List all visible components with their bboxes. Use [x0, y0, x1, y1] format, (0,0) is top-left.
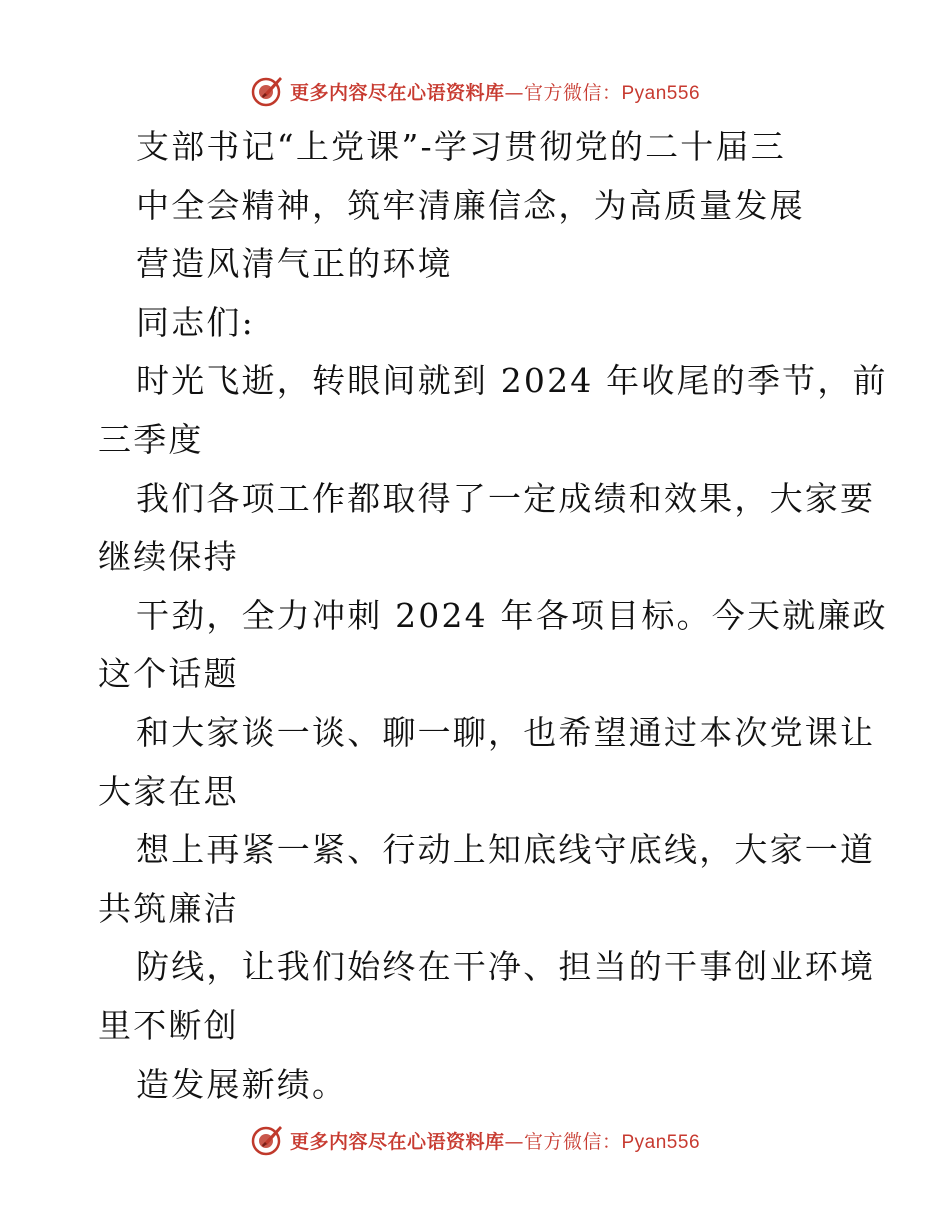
banner-wechat-id: Pyan556 [621, 82, 701, 104]
banner-separator: — [504, 81, 524, 104]
paragraph-line: 想上再紧一紧、行动上知底线守底线，大家一道 [136, 830, 876, 870]
banner-wechat-label: 官方微信： [523, 1130, 622, 1153]
banner-text [290, 1127, 700, 1154]
paragraph-line: 继续保持 [98, 537, 239, 577]
title-line-1: 支部书记“上党课”-学习贯彻党的二十届三 [136, 127, 786, 166]
banner-separator: — [504, 1130, 524, 1153]
salutation: 同志们: [136, 302, 255, 342]
paragraph-line: 时光飞逝，转眼间就到 2024 年收尾的季节，前 [136, 361, 888, 401]
banner-main-text: 更多内容尽在心语资料库 [289, 81, 505, 104]
banner-wechat-label: 官方微信： [523, 81, 622, 104]
paragraph-line: 防线，让我们始终在干净、担当的干事创业环境 [136, 947, 876, 987]
body-paragraph [98, 352, 888, 1114]
brush-pen-logo-icon [250, 74, 284, 108]
paragraph-line: 造发展新绩。 [136, 1064, 348, 1104]
paragraph-line: 干劲，全力冲刺 2024 年各项目标。今天就廉政 [136, 595, 888, 635]
brush-pen-logo-icon [250, 1123, 284, 1157]
title-line-2: 中全会精神，筑牢清廉信念，为高质量发展 [136, 185, 805, 225]
paragraph-line: 我们各项工作都取得了一定成绩和效果，大家要 [136, 478, 876, 518]
paragraph-line: 共筑廉洁 [98, 888, 239, 928]
document-body [98, 118, 888, 1114]
paragraph-line: 和大家谈一谈、聊一聊，也希望通过本次党课让 [136, 712, 876, 752]
paragraph-line: 这个话题 [98, 654, 239, 694]
banner-content [250, 74, 700, 108]
paragraph-line: 三季度 [98, 419, 204, 459]
banner-text [290, 78, 700, 105]
banner-main-text: 更多内容尽在心语资料库 [289, 1130, 505, 1153]
header-watermark-banner [0, 71, 950, 111]
footer-watermark-banner [0, 1120, 950, 1160]
paragraph-line: 大家在思 [98, 771, 239, 811]
paragraph-line: 里不断创 [98, 1005, 239, 1045]
title-line-3: 营造风清气正的环境 [136, 244, 453, 284]
banner-content [250, 1123, 700, 1157]
banner-wechat-id: Pyan556 [621, 1131, 701, 1153]
